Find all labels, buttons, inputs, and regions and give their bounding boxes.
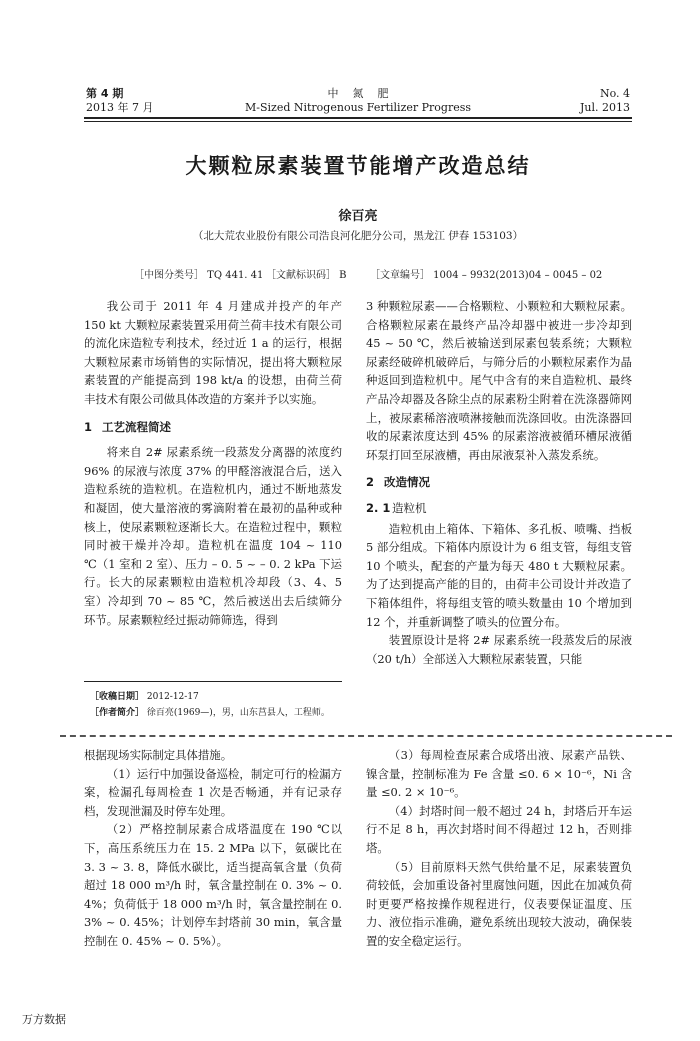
article-title: 大颗粒尿素装置节能增产改造总结 (185, 154, 531, 178)
section-number: 2 (366, 475, 375, 490)
section-number: 2. 1 (366, 500, 391, 515)
section-title: 造粒机 (392, 500, 427, 515)
section-title: 工艺流程简述 (102, 419, 171, 434)
design-paragraph: 装置原设计是将 2# 尿素系统一段蒸发后的尿液（20 t/h）全部送入大颗粒尿素装置，只能 (366, 633, 632, 666)
process-paragraph: 将来自 2# 尿素系统一段蒸发分离器的浓度约 96% 的尿液与浓度 37% 的甲醛溶液混合后，送入造粒系统的造粒机。在造粒机内，通过不断地蒸发和凝固，使大量溶液的雾滴附着在最初的晶种或种核上，使尿素颗粒逐渐长大。在造粒过程中，颗粒同时被干燥并冷却。造粒机在温度 104 ~ 110 ℃（1 室和 2 室）、压力 – 0. 5 ~ – 0. 2 kPa 下运行。长大的尿素颗粒由造粒机冷却段（3、4、5 室）冷却到 70 ~ 85 ℃，然后被送出去后续筛分环节。尿素颗粒经过振动筛筛选，得到 (84, 445, 342, 627)
column-left (84, 297, 342, 629)
section-title: 改造情况 (384, 475, 430, 490)
wanfang-watermark: 万方数据 (22, 1013, 66, 1026)
measure-2: （2）严格控制尿素合成塔温度在 190 ℃以下，高压系统压力在 15. 2 MPa 以下，氨碳比在 3. 3 ~ 3. 8，降低水碳比，适当提高氧含量（负荷超过 18 000 m³/h 时，氧含量控制在 0. 3% ~ 0. 4%；负荷低于 18 000 m³/h 时，氧含量控制在 0. 3% ~ 0. 45%；计划停车封塔前 30 min，氧含量控制在 0. 45% ~ 0. 5%）。 (84, 822, 342, 948)
article-affiliation: （北大荒农业股份有限公司浩良河化肥分公司，黑龙江 伊春 153103） (192, 230, 524, 242)
header-issue-en: No. 4 (599, 87, 630, 100)
received-date: 2012-12-17 (146, 692, 199, 702)
column-right (366, 297, 632, 668)
header-rule-thin (84, 121, 632, 122)
measures-intro: 根据现场实际制定具体措施。 (84, 748, 233, 762)
bio-label: ［作者简介］ (90, 708, 145, 718)
classification-number: ［中图分类号］ TQ 441. 41 (134, 270, 264, 281)
section-number: 1 (84, 419, 93, 434)
article-author: 徐百亮 (338, 209, 378, 224)
header-date-en: Jul. 2013 (580, 101, 630, 114)
section-heading-2 (366, 473, 632, 492)
document-code: ［文献标识码］ B (266, 270, 347, 281)
lower-column-right (366, 746, 632, 951)
measure-1: （1）运行中加强设备巡检，制定可行的检漏方案，检漏孔每周检查 1 次是否畅通，并有记录存档，发现泄漏及时停车处理。 (84, 766, 342, 818)
article-number: ［文章编号］ 1004 – 9932(2013)04 – 0045 – 02 (370, 270, 603, 281)
intro-paragraph: 我公司于 2011 年 4 月建成并投产的年产 150 kt 大颗粒尿素装置采用荷兰荷丰技术有限公司的流化床造粒专利技术，经过近 1 a 的运行，根据大颗粒尿素市场销售的实际情况，提出将大颗粒尿素装置的产能提高到 198 kt/a 的设想，由荷兰荷丰技术有限公司做具体改造的方案并予以实施。 (84, 299, 342, 406)
received-label: ［收稿日期］ (90, 692, 145, 702)
process-continued-paragraph: 3 种颗粒尿素——合格颗粒、小颗粒和大颗粒尿素。合格颗粒尿素在最终产品冷却器中被进一步冷却到 45 ~ 50 ℃，然后被输送到尿素包装系统；大颗粒尿素经破碎机破碎后，与筛分后的小颗粒尿素作为晶种返回到造粒机中。尾气中含有的来自造粒机、最终产品冷却器及各除尘点的尿素粉尘附着在洗涤器筛网上，被尿素稀溶液喷淋接触而洗涤回收。由洗涤器回收的尿素浓度达到 45% 的尿素溶液被循环槽尿液循环泵打回至尿液槽，再由尿液泵补入蒸发系统。 (366, 299, 632, 462)
header-journal-cn: 中 氮 肥 (327, 87, 389, 100)
lower-column-left (84, 746, 342, 951)
measure-4: （4）封塔时间一般不超过 24 h，封塔后开车运行不足 8 h，再次封塔时间不得超过 12 h，否则排塔。 (366, 803, 632, 855)
section-heading-2-1 (366, 499, 632, 518)
footnote-received (90, 690, 342, 705)
section-heading-1 (84, 418, 342, 437)
measure-3: （3）每周检查尿素合成塔出液、尿素产品铁、镍含量，控制标准为 Fe 含量 ≤0. 6 × 10⁻⁶，Ni 含量 ≤0. 2 × 10⁻⁶。 (366, 748, 632, 800)
header-rule (84, 117, 632, 119)
header-journal-en: M-Sized Nitrogenous Fertilizer Progress (244, 101, 472, 114)
granulator-paragraph: 造粒机由上箱体、下箱体、多孔板、喷嘴、挡板 5 部分组成。下箱体内原设计为 6 组支管，每组支管 10 个喷头，配套的产量为每天 480 t 大颗粒尿素。为了达到提高产能的目的，由荷丰公司设计并改造了下箱体组件，将每组支管的喷头数量由 10 个增加到 12 个，并重新调整了喷头的位置分布。 (366, 521, 632, 629)
measure-5: （5）目前原料天然气供给量不足，尿素装置负荷较低，会加重设备衬里腐蚀问题，因此在加减负荷时更要严格按操作规程进行，仪表要保证温度、压力、液位指示准确，避免系统出现较大波动，确保装置的安全稳定运行。 (366, 859, 632, 948)
header-date: 2013 年 7 月 (86, 101, 154, 114)
header-issue: 第 4 期 (86, 87, 124, 100)
bio-text: 徐百亮(1969—)，男，山东莒县人，工程师。 (146, 708, 330, 718)
footnote-author-bio (90, 706, 342, 721)
footnote-rule (84, 681, 342, 682)
page-divider (60, 735, 672, 737)
